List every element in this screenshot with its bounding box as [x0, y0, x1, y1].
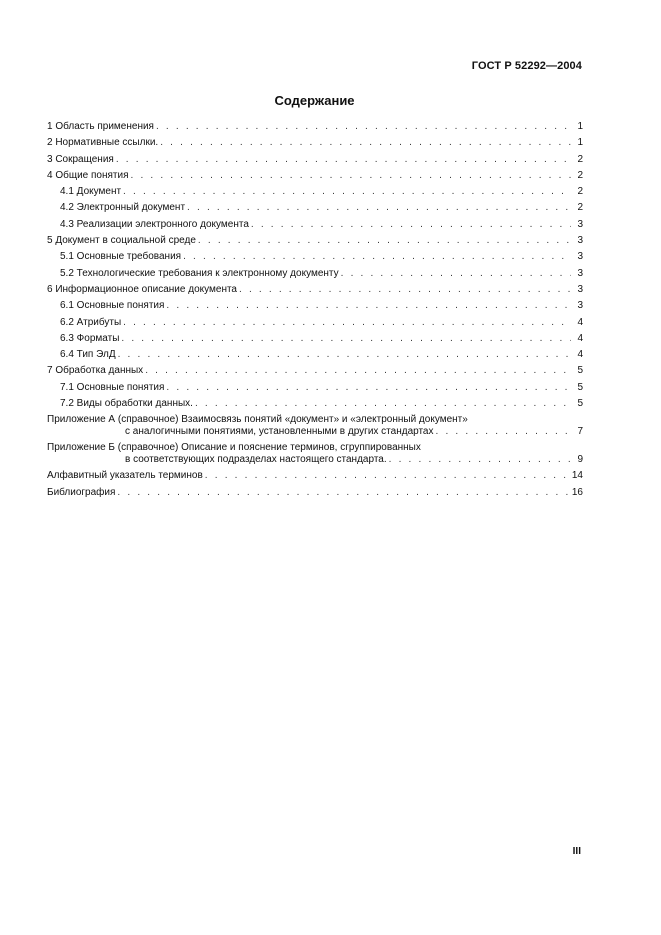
dot-leader [436, 426, 572, 438]
toc-entry-label: 4.2 Электронный документ [60, 202, 186, 214]
toc-entry-page: 3 [577, 300, 583, 312]
toc-entry-7-2[interactable] [47, 398, 583, 414]
toc-entry-page: 3 [577, 251, 583, 263]
dot-leader [187, 202, 571, 214]
toc-entry-5-1[interactable] [47, 251, 583, 267]
toc-entry-page: 4 [577, 316, 583, 328]
dot-leader [239, 284, 571, 296]
toc-entry-6[interactable] [47, 284, 583, 300]
toc-entry-label: 7.2 Виды обработки данных. [60, 398, 193, 410]
dot-leader [251, 219, 571, 231]
toc-entry-page: 1 [577, 137, 583, 149]
toc-entry-label: 4 Общие понятия [47, 169, 129, 181]
toc-entry-2[interactable] [47, 137, 583, 153]
page-title: Содержание [274, 93, 355, 108]
dot-leader [118, 349, 571, 361]
toc-entry-page: 3 [577, 235, 583, 247]
toc-entry-page: 5 [577, 381, 583, 393]
toc-entry-index[interactable] [47, 470, 583, 486]
toc-entry-label: 6.1 Основные понятия [60, 300, 165, 312]
appendix-title: Приложение Б (справочное) Описание и пояснение терминов, сгруппированных [47, 442, 421, 454]
toc-entry-label: 5.2 Технологические требования к электронному документу [60, 267, 339, 279]
toc-entry-6-2[interactable] [47, 317, 583, 333]
toc-entry-label: 2 Нормативные ссылки. [47, 137, 159, 149]
appendix-subtitle: с аналогичными понятиями, установленными в других стандартах [125, 426, 434, 438]
dot-leader [166, 382, 571, 394]
appendix-subtitle: в соответствующих подразделах настоящего стандарта. [125, 454, 387, 466]
toc-entry-6-1[interactable] [47, 300, 583, 316]
page-number: III [572, 846, 581, 857]
dot-leader [389, 454, 571, 466]
toc-entry-page: 3 [577, 218, 583, 230]
toc-entry-label: 3 Сокращения [47, 153, 114, 165]
toc-entry-label: 7 Обработка данных [47, 365, 144, 377]
toc-entry-page: 1 [577, 121, 583, 132]
toc-appendix-b[interactable] [47, 442, 583, 470]
toc-entry-label: 1 Область применения [47, 121, 154, 132]
dot-leader [145, 365, 571, 377]
toc-entry-6-4[interactable] [47, 349, 583, 365]
toc-entry-4-3[interactable] [47, 219, 583, 235]
toc-entry-page: 2 [577, 186, 583, 198]
toc-entry-page: 16 [571, 486, 583, 498]
toc-entry-3[interactable] [47, 154, 583, 170]
toc-entry-label: Алфавитный указатель терминов [47, 470, 203, 482]
toc-entry-4-1[interactable] [47, 186, 583, 202]
dot-leader [123, 186, 571, 198]
toc-entry-7-1[interactable] [47, 382, 583, 398]
toc-entry-page: 2 [577, 202, 583, 214]
appendix-title: Приложение А (справочное) Взаимосвязь понятий «документ» и «электронный документ» [47, 414, 468, 426]
toc-appendix-a[interactable] [47, 414, 583, 442]
dot-leader [131, 170, 572, 182]
toc-entry-page: 7 [577, 426, 583, 438]
dot-leader [116, 154, 571, 166]
toc-entry-label: 6.4 Тип ЭлД [60, 349, 116, 361]
dot-leader [183, 251, 571, 263]
table-of-contents [47, 121, 583, 503]
toc-entry-page: 2 [577, 169, 583, 181]
toc-entry-page: 3 [577, 267, 583, 279]
dot-leader [341, 268, 571, 280]
toc-entry-page: 14 [571, 470, 583, 482]
toc-entry-label: 5.1 Основные требования [60, 251, 182, 263]
dot-leader [121, 333, 571, 345]
toc-entry-7[interactable] [47, 365, 583, 381]
dot-leader [117, 487, 569, 499]
dot-leader [166, 300, 571, 312]
toc-entry-page: 4 [577, 332, 583, 344]
document-code: ГОСТ Р 52292—2004 [471, 60, 582, 72]
toc-entry-page: 9 [577, 454, 583, 466]
toc-entry-page: 5 [577, 365, 583, 377]
toc-entry-label: 7.1 Основные понятия [60, 381, 165, 393]
toc-entry-4[interactable] [47, 170, 583, 186]
toc-entry-label: 6 Информационное описание документа [47, 283, 237, 295]
toc-entry-4-2[interactable] [47, 202, 583, 218]
toc-entry-label: Библиография [47, 486, 116, 498]
toc-entry-label: 5 Документ в социальной среде [47, 235, 196, 247]
toc-entry-6-3[interactable] [47, 333, 583, 349]
toc-entry-5-2[interactable] [47, 268, 583, 284]
toc-entry-page: 2 [577, 153, 583, 165]
toc-entry-label: 4.3 Реализации электронного документа [60, 218, 249, 230]
dot-leader [160, 137, 571, 149]
dot-leader [198, 235, 571, 247]
dot-leader [156, 121, 571, 133]
toc-entry-page: 3 [577, 283, 583, 295]
toc-entry-label: 6.3 Форматы [60, 332, 120, 344]
toc-entry-bibliography[interactable] [47, 487, 583, 503]
dot-leader [205, 470, 570, 482]
dot-leader [195, 398, 571, 410]
toc-entry-page: 5 [577, 398, 583, 410]
toc-entry-label: 4.1 Документ [60, 186, 122, 198]
toc-entry-page: 4 [577, 349, 583, 361]
toc-entry-5[interactable] [47, 235, 583, 251]
dot-leader [123, 317, 571, 329]
toc-entry-label: 6.2 Атрибуты [60, 316, 122, 328]
toc-entry-1[interactable] [47, 121, 583, 137]
